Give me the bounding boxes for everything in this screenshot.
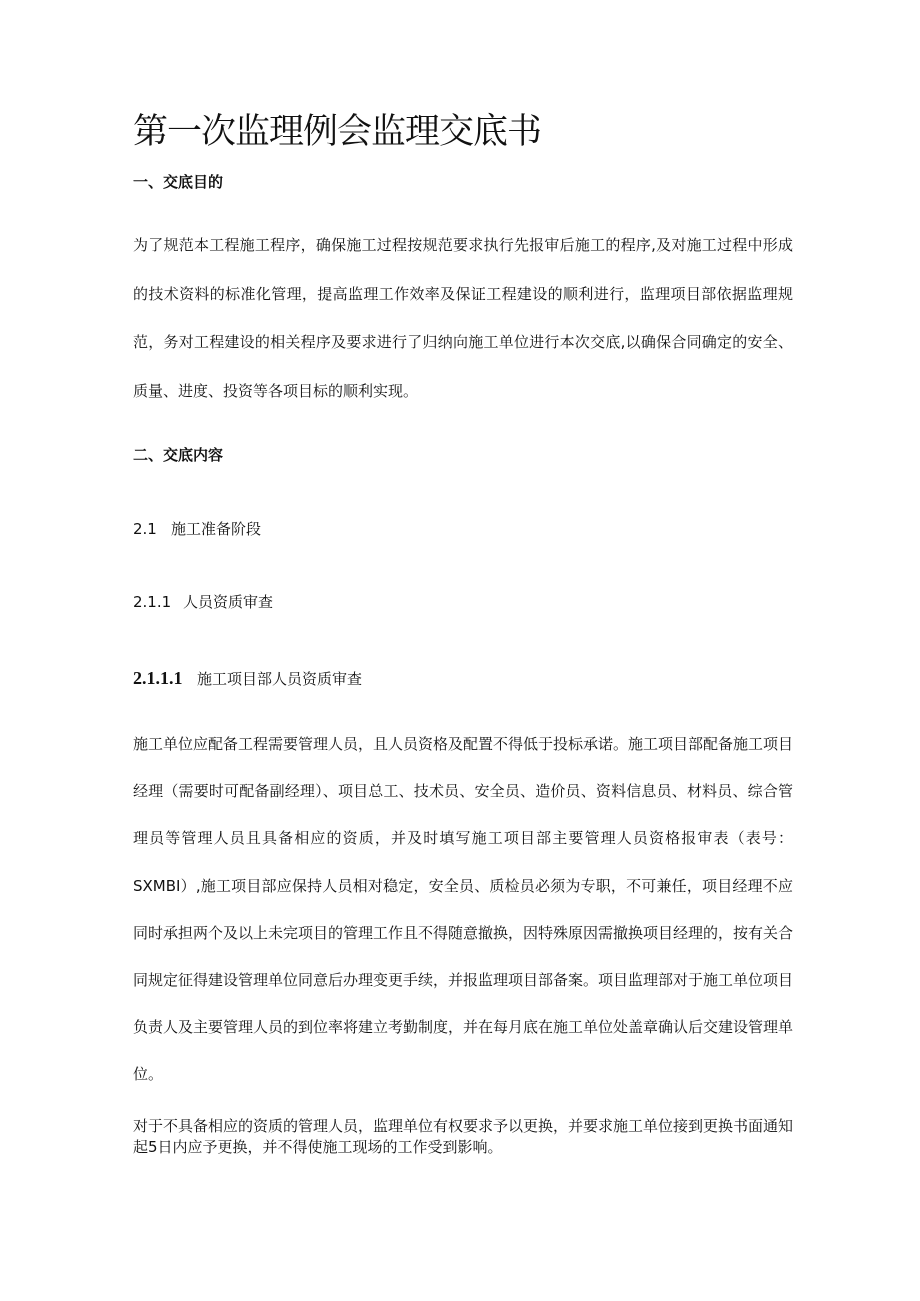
subsection-label: 施工准备阶段: [171, 520, 262, 538]
subsection-2-1-1-1: [133, 667, 362, 690]
subsection-label: 人员资质审查: [183, 593, 274, 611]
subsection-2-1: [133, 518, 261, 540]
subsection-number: 2.1.1.1: [133, 668, 183, 688]
purpose-paragraph: 为了规范本工程施工程序，确保施工过程按规范要求执行先报审后施工的程序,及对施工过程中形成的技术资料的标准化管理，提高监理工作效率及保证工程建设的顺利进行，监理项目部依据监理规范，务对工程建设的相关程序及要求进行了归纳向施工单位进行本次交底,以确保合同确定的安全、质量、进度、投资等各项目标的顺利实现。: [133, 236, 793, 400]
replacement-paragraph: 对于不具备相应的资质的管理人员，监理单位有权要求予以更换，并要求施工单位接到更换书面通知起5日内应予更换，并不得使施工现场的工作受到影响。: [133, 1117, 794, 1156]
personnel-requirements-paragraph: 施工单位应配备工程需要管理人员，且人员资格及配置不得低于投标承诺。施工项目部配备施工项目经理（需要时可配备副经理）、项目总工、技术员、安全员、造价员、资料信息员、材料员、综合管理员等管理人员且具备相应的资质，并及时填写施工项目部主要管理人员资格报审表（表号：SXMBI）,施工项目部应保持人员相对稳定，安全员、质检员必须为专职，不可兼任，项目经理不应同时承担两个及以上未完项目的管理工作且不得随意撤换，因特殊原因需撤换项目经理的，按有关合同规定征得建设管理单位同意后办理变更手续，并报监理项目部备案。项目监理部对于施工单位项目负责人及主要管理人员的到位率将建立考勤制度，并在每月底在施工单位处盖章确认后交建设管理单位。: [133, 735, 794, 1084]
subsection-label: 施工项目部人员资质审查: [197, 670, 363, 688]
subsection-2-1-1: [133, 591, 273, 613]
section-heading-content: 二、交底内容: [133, 446, 224, 464]
subsection-number: 2.1: [133, 520, 157, 538]
document-title: 第一次监理例会监理交底书: [133, 112, 542, 152]
subsection-number: 2.1.1: [133, 593, 172, 611]
section-heading-purpose: 一、交底目的: [133, 173, 224, 191]
